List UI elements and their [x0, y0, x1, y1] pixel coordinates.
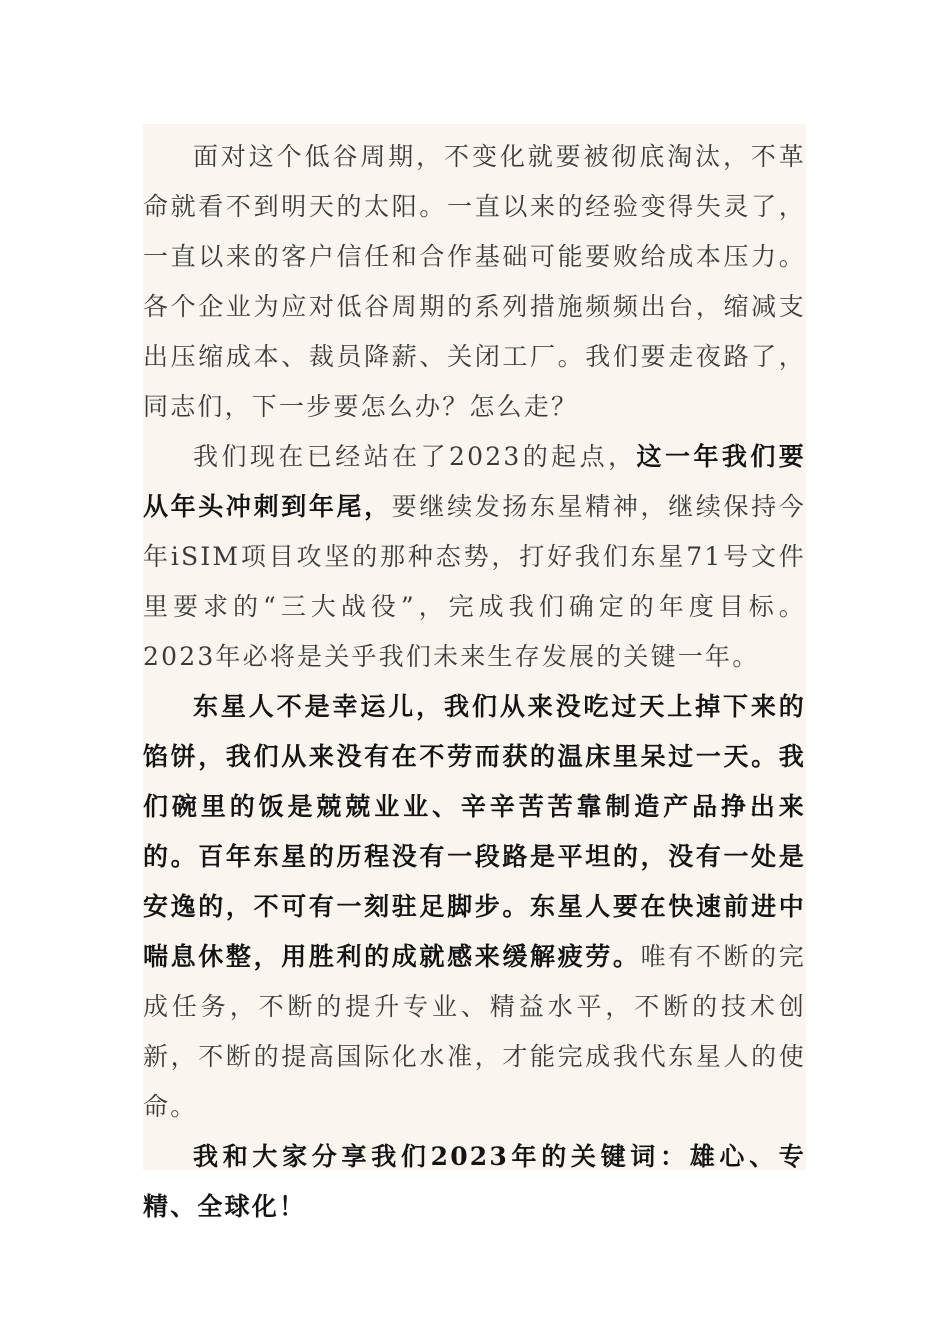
paragraph-3-bold: 东星人不是幸运儿，我们从来没吃过天上掉下来的馅饼，我们从来没有在不劳而获的温床里呆过一天。我们碗里的饭是兢兢业业、辛辛苦苦靠制造产品挣出来的。百年东星的历程没有一段路是平坦的，没有一处是安逸的，不可有一刻驻足脚步。东星人要在快速前进中喘息休整，用胜利的成就感来缓解疲劳。: [143, 692, 806, 971]
paragraph-2-text-a: 我们现在已经站在了2023的起点，: [193, 442, 637, 471]
paragraph-4: [143, 1132, 806, 1232]
paragraph-3: [143, 682, 806, 1132]
document-body: [143, 124, 807, 1221]
paragraph-2: [143, 432, 806, 682]
paragraph-4-bold: 我和大家分享我们2023年的关键词：雄心、专精、全球化！: [143, 1142, 806, 1221]
paragraph-1-text: 面对这个低谷周期，不变化就要被彻底淘汰，不革命就看不到明天的太阳。一直以来的经验变得失灵了，一直以来的客户信任和合作基础可能要败给成本压力。各个企业为应对低谷周期的系列措施频频出台，缩减支出压缩成本、裁员降薪、关闭工厂。我们要走夜路了，同志们，下一步要怎么办？怎么走？: [143, 142, 806, 421]
paragraph-1: [143, 124, 806, 432]
paragraph-2-text-b: 要继续发扬东星精神，继续保持今年iSIM项目攻坚的那种态势，打好我们东星71号文件里要求的“三大战役”，完成我们确定的年度目标。2023年必将是关乎我们未来生存发展的关键一年。: [143, 492, 806, 671]
paragraph-2-bold: 这一年我们要从年头冲刺到年尾，: [143, 442, 807, 521]
paragraph-3-text: 唯有不断的完成任务，不断的提升专业、精益水平，不断的技术创新，不断的提高国际化水准，才能完成我代东星人的使命。: [143, 942, 806, 1121]
